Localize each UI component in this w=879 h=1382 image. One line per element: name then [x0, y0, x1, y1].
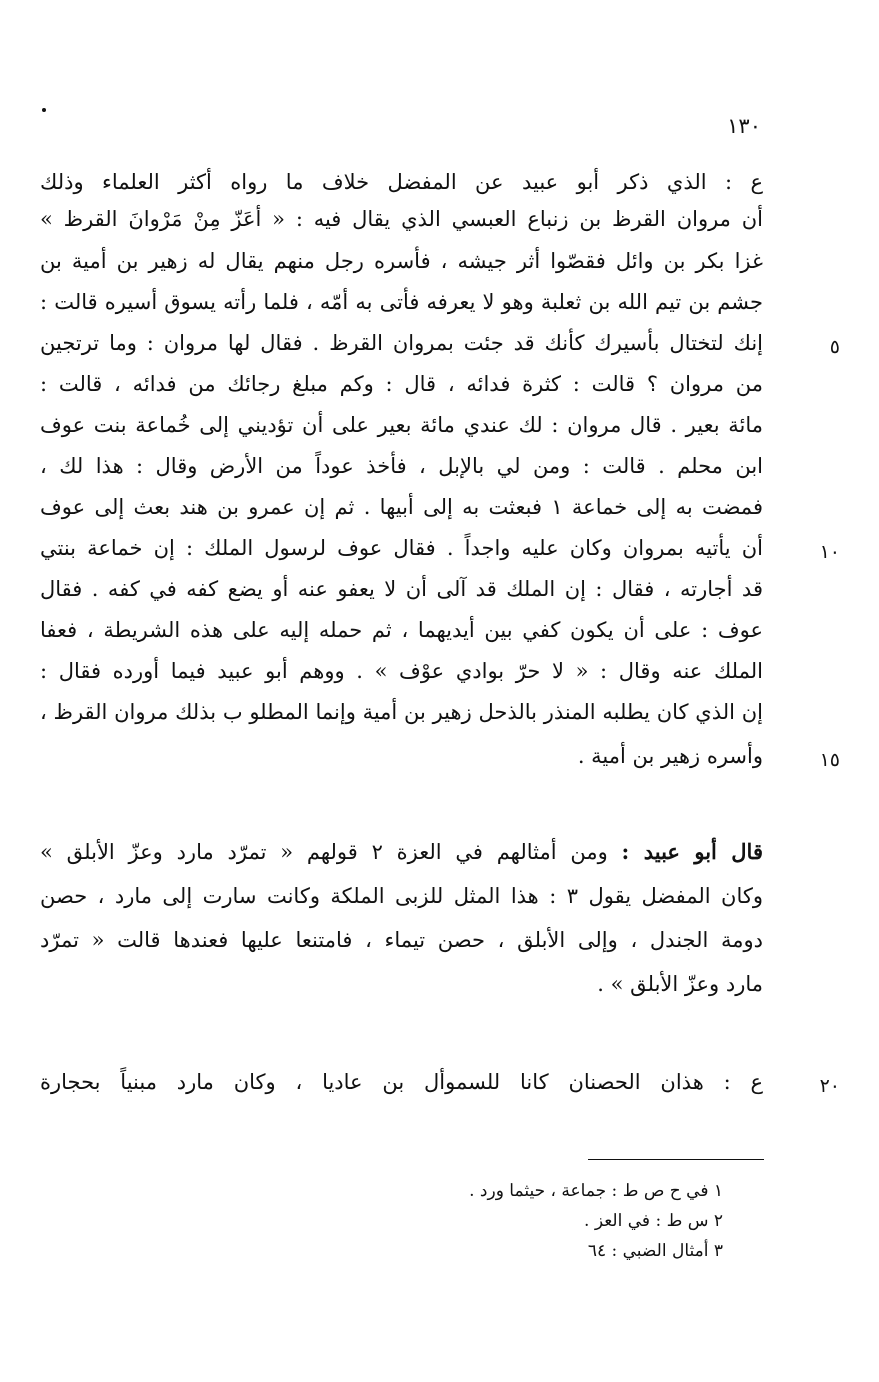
text-line [40, 834, 763, 870]
footnote-divider [588, 1159, 764, 1160]
footnote: ٣ أمثال الضبي : ٦٤ [587, 1241, 723, 1261]
line-number: ٥ [829, 336, 840, 358]
text-line: قد أجارته ، فقال : إن الملك قد آلى أن لا يعفو عنه أو يضع كفه في كفه . فقال [40, 577, 763, 601]
line-number: ١٠ [819, 541, 840, 563]
text-line: أن يأتيه بمروان وكان عليه واجداً . فقال عوف لرسول الملك : إن خماعة بنتي [40, 536, 763, 560]
footnote: ٢ س ط : في العز . [584, 1211, 723, 1231]
text-line: غزا بكر بن وائل فقصّوا أثر جيشه ، فأسره رجل منهم يقال له زهير بن أمية بن [40, 249, 763, 273]
section-lead: قال أبو عبيد : [621, 839, 763, 864]
page-number: ١٣٠ [727, 114, 761, 138]
text-line: فمضت به إلى خماعة ١ فبعثت به إلى أبيها . ثم إن عمرو بن هند بعث إلى عوف [40, 495, 763, 519]
line-number: ١٥ [819, 749, 840, 771]
text-line: ابن محلم . قالت : ومن لي بالإبل ، فأخذ عوداً من الأرض وقال : هذا لك ، [40, 454, 763, 478]
text-line: ع : الذي ذكر أبو عبيد عن المفضل خلاف ما رواه أكثر العلماء وذلك [40, 170, 763, 194]
text-line: الملك عنه وقال : « لا حرّ بوادي عوْف » . ووهم أبو عبيد فيما أورده فقال : [40, 659, 763, 683]
speck-mark [42, 108, 46, 112]
text-line: وكان المفضل يقول ٣ : هذا المثل للزبى الملكة وكانت سارت إلى مارد ، حصن [40, 884, 763, 908]
text-line: مارد وعزّ الأبلق » . [597, 972, 763, 996]
text-segment: ومن أمثالهم في العزة ٢ قولهم « تمرّد مارد وعزّ الأبلق » [40, 840, 622, 864]
text-line: مائة بعير . قال مروان : لك عندي مائة بعير على أن تؤديني إلى خُماعة بنت عوف [40, 413, 763, 437]
text-line: من مروان ؟ قالت : كثرة فدائه ، قال : وكم مبلغ رجائك من فدائه ، قالت : [40, 372, 763, 396]
text-line: عوف : على أن يكون كفي بين أيديهما ، ثم حمله إليه على هذه الشريطة ، فعفا [40, 618, 763, 642]
footnote: ١ في ح ص ط : جماعة ، حيثما ورد . [469, 1181, 723, 1201]
text-line: دومة الجندل ، وإلى الأبلق ، حصن تيماء ، فامتنعا عليها فعندها قالت « تمرّد [40, 928, 763, 952]
text-line: جشم بن تيم الله بن ثعلبة وهو لا يعرفه فأتى به أمّه ، فلما رأته يسوق أسيره قالت : [40, 290, 763, 314]
text-line: إنك لتختال بأسيرك كأنك قد جئت بمروان القرظ . فقال لها مروان : وما ترتجين [40, 331, 763, 355]
text-line: أن مروان القرظ بن زنباع العبسي الذي يقال فيه : « أعَزّ مِنْ مَرْوانَ القرظ » [40, 207, 763, 231]
line-number: ٢٠ [819, 1075, 840, 1097]
text-line: ع : هذان الحصنان كانا للسموأل بن عاديا ، وكان مارد مبنياً بحجارة [40, 1070, 763, 1094]
text-line: وأسره زهير بن أمية . [577, 744, 763, 768]
text-line: إن الذي كان يطلبه المنذر بالذحل زهير بن أمية وإنما المطلو ب بذلك مروان القرظ ، [40, 700, 763, 724]
